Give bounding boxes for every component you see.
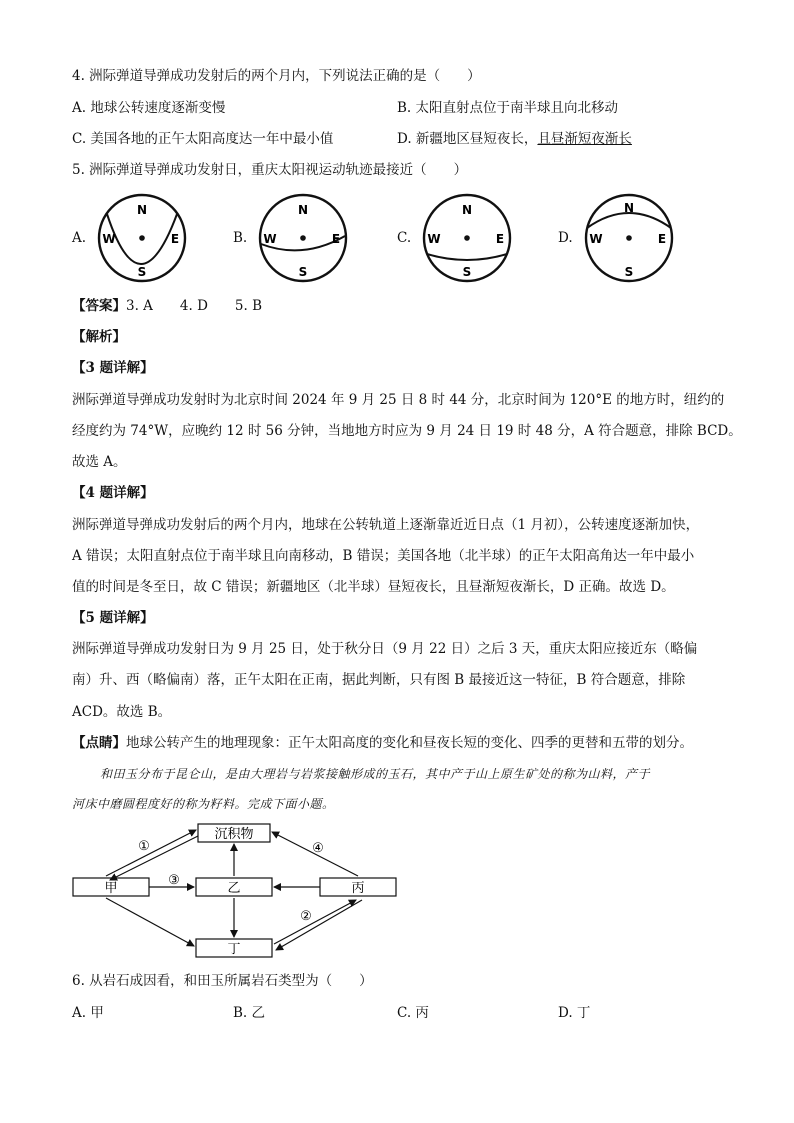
q4-option-a: A. 地球公转速度逐渐变慢 <box>72 100 226 116</box>
q4-option-d-prefix: D. 新疆地区昼短夜长， <box>397 131 538 147</box>
west-label: W <box>263 232 277 246</box>
q4-detail-tag: 【4 题详解】 <box>72 485 154 501</box>
east-label: E <box>657 232 667 246</box>
west-label: W <box>427 232 441 246</box>
north-label: N <box>623 201 635 215</box>
q6-option-b: B. 乙 <box>233 1005 266 1021</box>
q3-detail-line-2: 经度约为 74°W，应晚约 12 时 56 分钟，当地地方时应为 9 月 24 日 19 时 48 分，A 符合题意，排除 BCD。 <box>72 423 742 439</box>
q4-detail-line-2: A 错误；太阳直射点位于南半球且向南移动，B 错误；美国各地（北半球）的正午太阳高角达一年中最小 <box>72 548 695 564</box>
q5-detail-line-1: 洲际弹道导弹成功发射日为 9 月 25 日，处于秋分日（9 月 22 日）之后 3 天，重庆太阳应接近东（略偏 <box>72 641 698 657</box>
passage-line-1: 和田玉分布于昆仑山，是由大理岩与岩浆接触形成的玉石，其中产于山上原生矿处的称为山料，产于 <box>100 767 651 781</box>
q3-detail-line-1: 洲际弹道导弹成功发射时为北京时间 2024 年 9 月 25 日 8 时 44 分，北京时间为 120°E 的地方时，纽约的 <box>72 392 725 408</box>
q5-option-b-label: B. <box>233 230 248 246</box>
bing-label: 丙 <box>351 881 365 896</box>
q3-detail-tag: 【3 题详解】 <box>72 360 154 376</box>
arrow-jia-to-ding <box>106 898 194 946</box>
tip-tag: 【点睛】 <box>72 735 126 751</box>
q6-option-a: A. 甲 <box>72 1005 104 1021</box>
q5-option-d-label: D. <box>558 230 573 246</box>
arrow-ding-to-bing <box>274 900 356 944</box>
jia-label: 甲 <box>104 881 118 896</box>
q3-detail-line-3: 故选 A。 <box>72 454 127 470</box>
answer-line <box>72 296 262 316</box>
arrow-label-1: ① <box>138 839 150 854</box>
q6-option-d: D. 丁 <box>558 1005 591 1021</box>
q5-option-a-sun-path-diagram <box>96 192 188 284</box>
analysis-tag: 【解析】 <box>72 329 126 345</box>
answer-text: 3. A 4. D 5. B <box>126 298 263 314</box>
south-label: S <box>462 265 472 279</box>
arrow-label-3: ③ <box>168 873 180 888</box>
east-label: E <box>495 232 505 246</box>
tip-text: 地球公转产生的地理现象：正午太阳高度的变化和昼夜长短的变化、四季的更替和五带的划分。 <box>126 735 693 751</box>
north-label: N <box>461 203 473 217</box>
q5-option-b-sun-path-diagram <box>257 192 349 284</box>
south-label: S <box>624 265 634 279</box>
north-label: N <box>297 203 309 217</box>
answer-tag: 【答案】 <box>72 298 126 314</box>
east-label: E <box>331 232 341 246</box>
q4-detail-line-1: 洲际弹道导弹成功发射后的两个月内，地球在公转轨道上逐渐靠近近日点（1 月初），公转速度逐渐加快， <box>72 517 700 533</box>
yi-label: 乙 <box>227 881 241 896</box>
arrow-bing-to-ding <box>276 900 362 950</box>
q5-detail-tag: 【5 题详解】 <box>72 610 154 626</box>
ding-label: 丁 <box>227 942 241 957</box>
sediment-label: 沉积物 <box>214 827 254 842</box>
arrow-label-4: ④ <box>312 841 324 856</box>
rock-cycle-diagram <box>70 818 410 963</box>
q4-option-d <box>397 129 632 149</box>
arrow-sediment-to-jia <box>110 836 198 880</box>
south-label: S <box>298 265 308 279</box>
q5-detail-line-2: 南）升、西（略偏南）落，正午太阳在正南，据此判断，只有图 B 最接近这一特征，B 符合题意，排除 <box>72 672 686 688</box>
q5-option-d-sun-path-diagram <box>583 192 675 284</box>
q6-option-c: C. 丙 <box>397 1005 429 1021</box>
west-label: W <box>102 232 116 246</box>
q6-stem: 6. 从岩石成因看，和田玉所属岩石类型为（ ） <box>72 973 373 989</box>
q5-detail-line-3: ACD。故选 B。 <box>72 704 172 720</box>
south-label: S <box>137 265 147 279</box>
west-label: W <box>589 232 603 246</box>
arrow-jia-to-sediment <box>106 830 196 876</box>
passage-line-2: 河床中磨圆程度好的称为籽料。完成下面小题。 <box>72 797 335 811</box>
q4-detail-line-3: 值的时间是冬至日，故 C 错误；新疆地区（北半球）昼短夜长，且昼渐短夜渐长，D 正确。故选 D。 <box>72 579 675 595</box>
q5-stem: 5. 洲际弹道导弹成功发射日，重庆太阳视运动轨迹最接近（ ） <box>72 162 468 178</box>
q4-option-d-underlined: 且昼渐短夜渐长 <box>537 131 632 147</box>
q4-option-b: B. 太阳直射点位于南半球且向北移动 <box>397 100 619 116</box>
q5-option-c-label: C. <box>397 230 412 246</box>
east-label: E <box>170 232 180 246</box>
q5-option-a-label: A. <box>72 230 87 246</box>
q4-option-c: C. 美国各地的正午太阳高度达一年中最小值 <box>72 131 334 147</box>
north-label: N <box>136 203 148 217</box>
arrow-label-2: ② <box>300 909 312 924</box>
q4-stem: 4. 洲际弹道导弹成功发射后的两个月内，下列说法正确的是（ ） <box>72 68 481 84</box>
q5-option-c-sun-path-diagram <box>421 192 513 284</box>
tip-line <box>72 733 693 753</box>
